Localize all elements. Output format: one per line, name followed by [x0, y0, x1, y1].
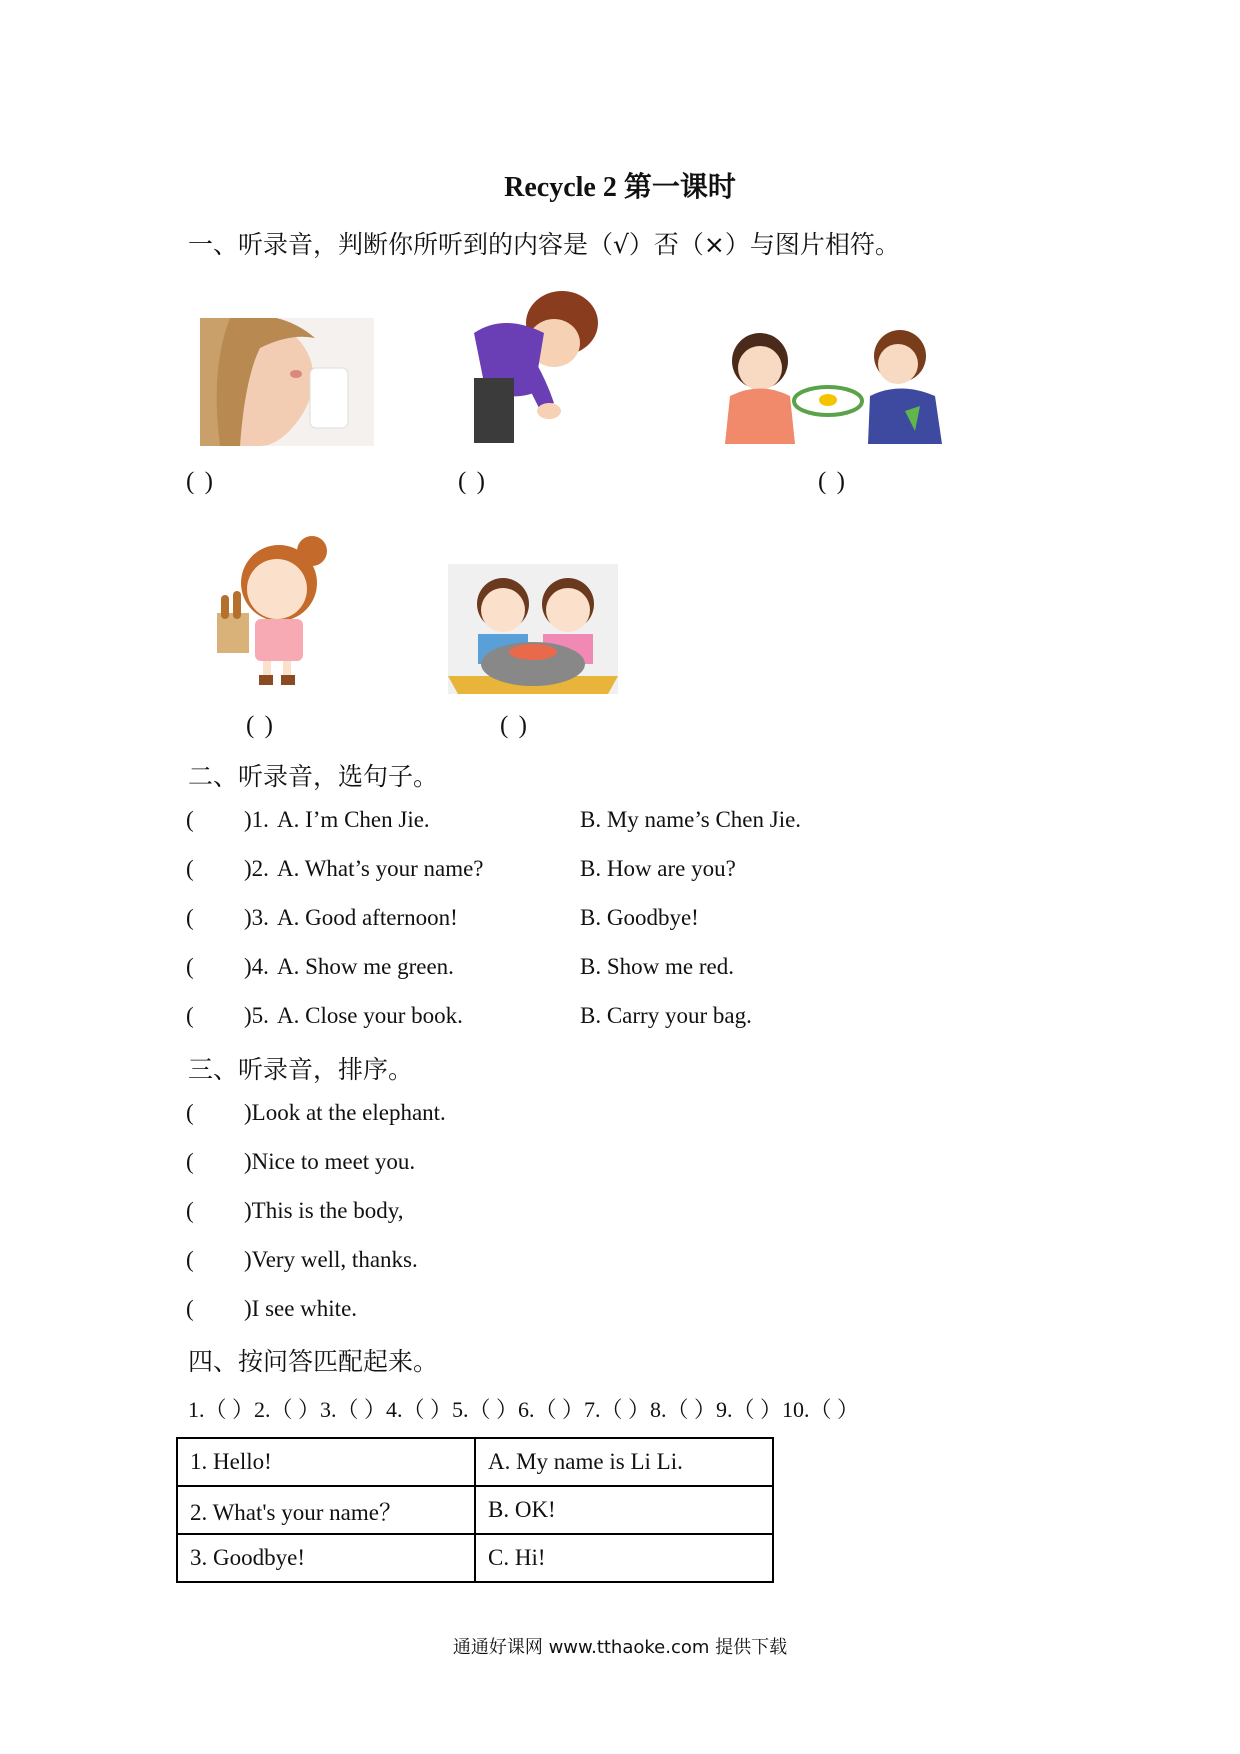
s3-blank[interactable]: (	[186, 1296, 194, 1321]
s2-num: )4.	[244, 954, 269, 979]
question-cell: 3. Goodbye!	[177, 1534, 475, 1582]
question-cell: 1. Hello!	[177, 1438, 475, 1486]
page-title: Recycle 2 第一课时	[504, 172, 736, 203]
section1-blank-5[interactable]: ( )	[500, 712, 529, 739]
section1-heading: 一、听录音，判断你所听到的内容是（√）否（×）与图片相符。	[188, 230, 900, 259]
s2-num: )2.	[244, 856, 269, 881]
s3-blank[interactable]: (	[186, 1198, 194, 1223]
s2-blank[interactable]: (	[186, 1003, 194, 1028]
girl-giving-egg-to-boy-icon	[710, 326, 950, 444]
s2-option-a: A. Show me green.	[277, 954, 454, 979]
section3-heading: 三、听录音，排序。	[188, 1055, 414, 1084]
section1-blank-2[interactable]: ( )	[458, 468, 487, 495]
question-cell: 2. What's your name？	[177, 1486, 475, 1534]
s3-text: )Look at the elephant.	[244, 1100, 446, 1125]
s2-option-b: B. My name’s Chen Jie.	[580, 807, 802, 832]
s3-text: )Nice to meet you.	[244, 1149, 416, 1174]
s3-blank[interactable]: (	[186, 1149, 194, 1174]
s3-text: )Very well, thanks.	[244, 1247, 418, 1272]
table-row	[177, 1534, 773, 1582]
s2-num: )1.	[244, 807, 269, 832]
s2-num: )3.	[244, 905, 269, 930]
s3-text: )This is the body,	[244, 1198, 404, 1223]
answer-cell: A. My name is Li Li.	[475, 1438, 773, 1486]
section4-heading: 四、按问答匹配起来。	[188, 1347, 439, 1376]
s3-blank[interactable]: (	[186, 1247, 194, 1272]
section2-heading: 二、听录音，选句子。	[188, 762, 439, 791]
answer-cell: B. OK!	[475, 1486, 773, 1534]
s3-text: )I see white.	[244, 1296, 358, 1321]
girl-eating-bread-icon	[217, 533, 329, 688]
s2-option-b: B. Show me red.	[580, 954, 734, 979]
section1-blank-4[interactable]: ( )	[246, 712, 275, 739]
s2-blank[interactable]: (	[186, 905, 194, 930]
answer-line[interactable]: 1.（ ）2.（ ）3.（ ）4.（ ）5.（ ）6.（ ）7.（ ）8.（ ）9.（ ）10.（ ）	[188, 1397, 860, 1422]
woman-drinking-milk-icon	[200, 318, 374, 446]
s2-option-a: A. Close your book.	[277, 1003, 463, 1028]
s2-option-b: B. Carry your bag.	[580, 1003, 752, 1028]
section1-blank-3[interactable]: ( )	[818, 468, 847, 495]
matching-table	[176, 1437, 774, 1583]
boy-bowing-icon	[464, 283, 610, 447]
section1-blank-1[interactable]: ( )	[186, 468, 215, 495]
s2-option-a: A. What’s your name?	[277, 856, 484, 881]
s2-blank[interactable]: (	[186, 807, 194, 832]
s2-num: )5.	[244, 1003, 269, 1028]
s2-option-b: B. Goodbye!	[580, 905, 699, 930]
children-eating-fish-icon	[448, 564, 618, 694]
s2-option-a: A. Good afternoon!	[277, 905, 458, 930]
s2-blank[interactable]: (	[186, 954, 194, 979]
answer-cell: C. Hi!	[475, 1534, 773, 1582]
s2-option-b: B. How are you?	[580, 856, 736, 881]
table-row	[177, 1486, 773, 1534]
table-row	[177, 1438, 773, 1486]
footer: 通通好课网 www.tthaoke.com 提供下载	[452, 1637, 788, 1658]
s3-blank[interactable]: (	[186, 1100, 194, 1125]
s2-blank[interactable]: (	[186, 856, 194, 881]
s2-option-a: A. I’m Chen Jie.	[277, 807, 430, 832]
